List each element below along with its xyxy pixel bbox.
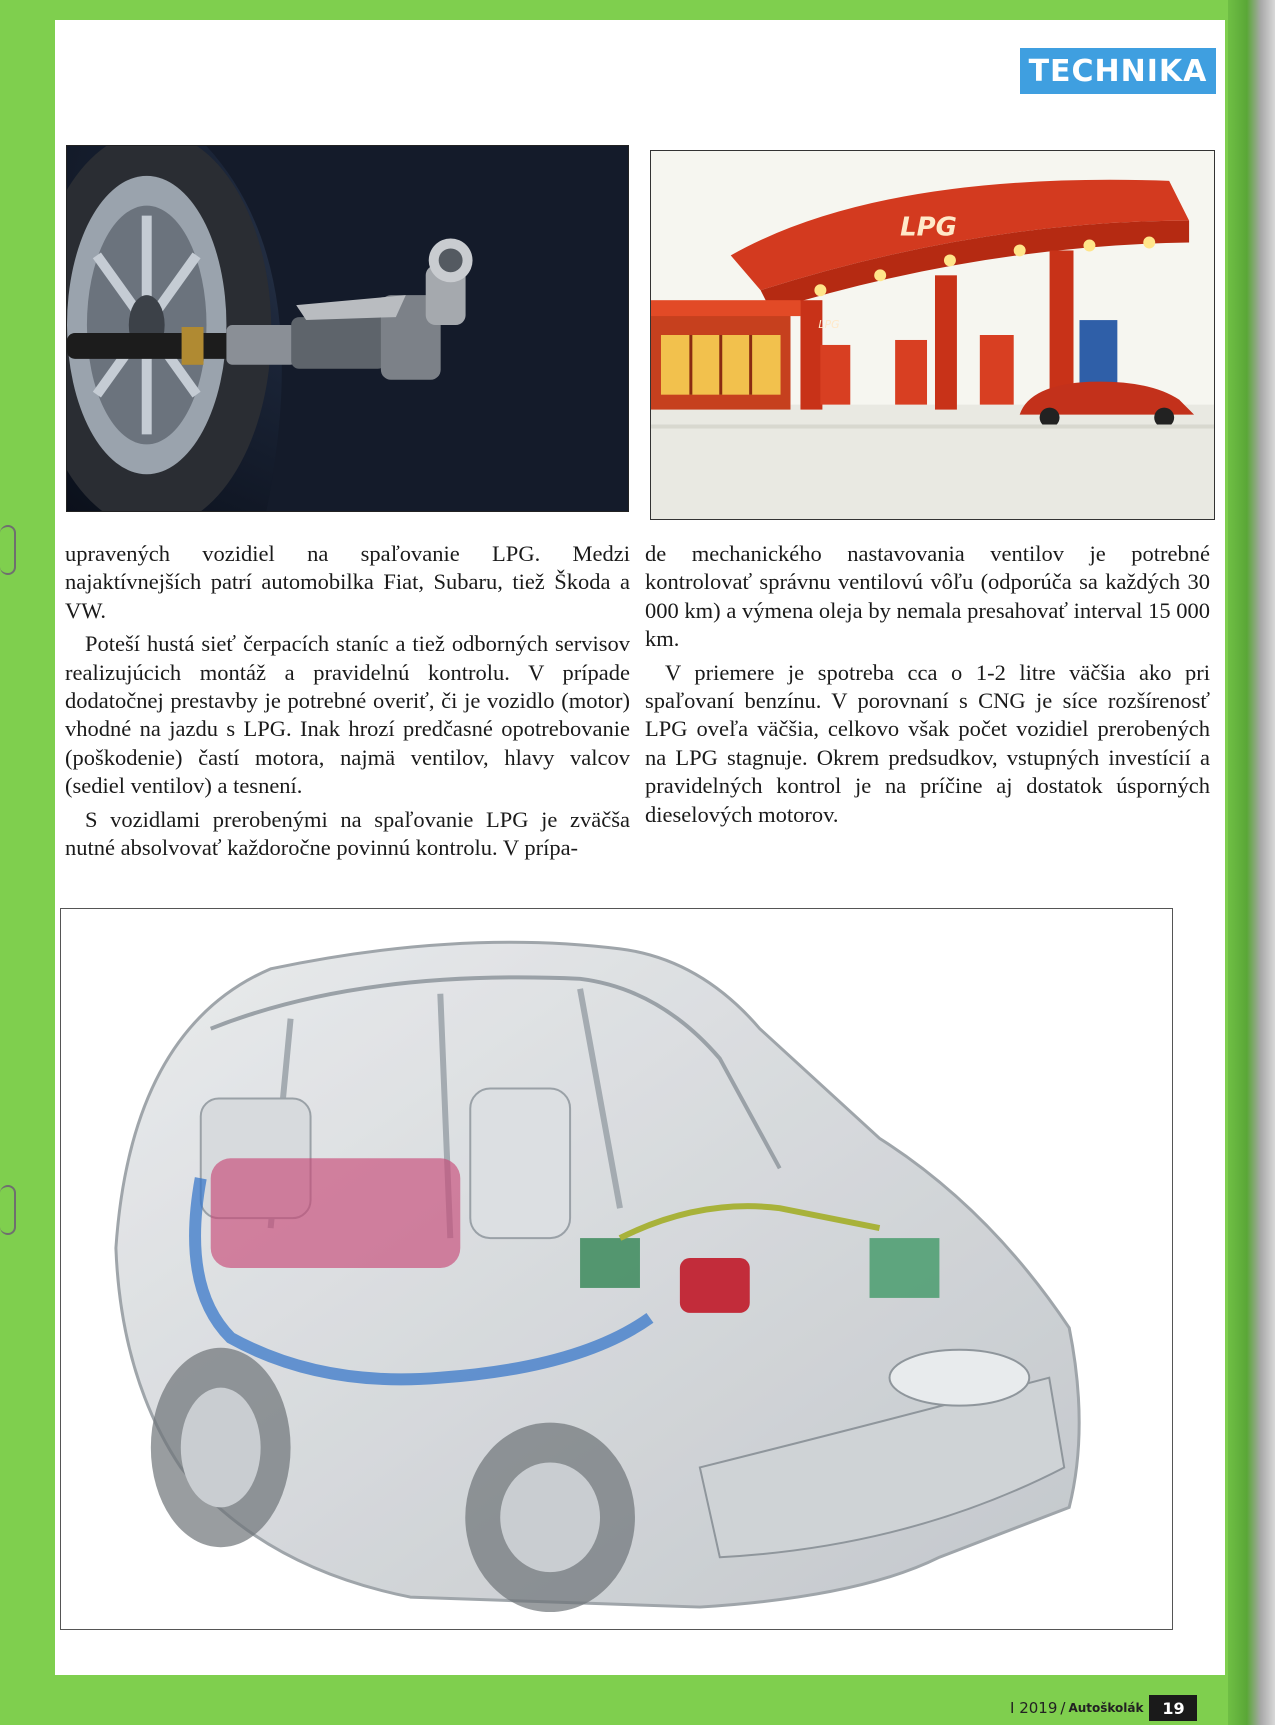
article-paragraph: Poteší hustá sieť čerpacích staníc a tiež odborných servisov realizujúcich montáž a pravidelnú kontrolu. V prípade dodatočnej prestavby je potrebné overiť, či je vozidlo (motor) vhodné na jazdu s LPG. Inak hrozí predčasné opotrebovanie (poškodenie) častí motora, najmä ventilov, hlavy valcov (sediel ventilov) a tesnení. — [65, 631, 630, 799]
issue-label: I 2019 — [1010, 1699, 1058, 1717]
article-paragraph: de mechanického nastavovania ventilov je potrebné kontrolovať správnu ventilovú vôľu (odporúča sa každých 30 000 km) a výmena oleja by nemala presahovať interval 15 000 km. — [645, 541, 1210, 652]
magazine-name: Autoškolák — [1068, 1701, 1144, 1715]
binding-staple-top — [0, 525, 16, 575]
photo-lpg-filler-connector — [66, 145, 629, 512]
article-paragraph: upravených vozidiel na spaľovanie LPG. Medzi najaktívnejších patrí automobilka Fiat, Subaru, tiež Škoda a VW. — [65, 541, 630, 623]
binding-staple-bottom — [0, 1185, 16, 1235]
station-sign-text: LPG — [900, 212, 957, 243]
page-number: 19 — [1149, 1695, 1197, 1721]
article-column-left — [65, 540, 630, 867]
article-paragraph: V priemere je spotreba cca o 1-2 litre väčšia ako pri spaľovaní benzínu. V porovnaní s CNG je síce rozšírenosť LPG oveľa väčšia, celkovo však počet vozidiel prerobených na LPG stagnuje. Okrem predsudkov, vstupných investícií a pravidelných kontrol je na príčine aj dostatok úsporných dieselových motorov. — [645, 659, 1210, 827]
article-paragraph: S vozidlami prerobenými na spaľovanie LPG je zväčša nutné absolvovať každoročne povinnú kontrolu. V prípa- — [65, 806, 630, 861]
footer-slash: / — [1060, 1699, 1066, 1717]
magazine-spine — [1228, 0, 1275, 1725]
section-label: TECHNIKA — [1020, 48, 1216, 94]
station-canopy-text: LPG — [818, 318, 840, 332]
article-column-right — [645, 540, 1210, 834]
photo-transparent-car-lpg-system — [60, 908, 1173, 1630]
photo-lpg-station — [650, 150, 1215, 520]
page-footer — [1010, 1695, 1197, 1721]
